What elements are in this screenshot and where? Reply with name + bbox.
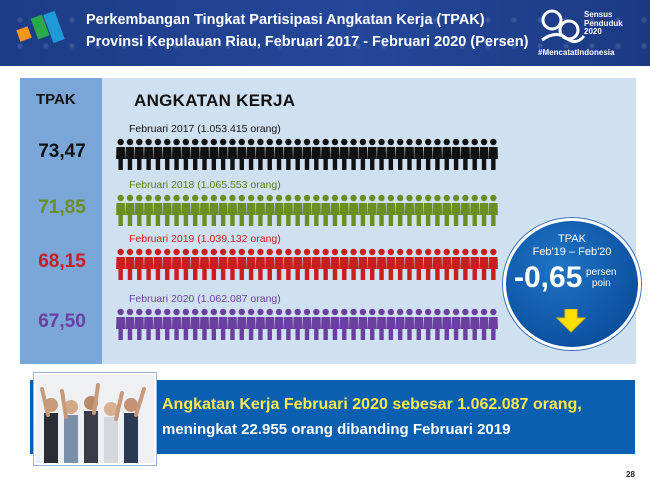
person-icon: [237, 309, 246, 340]
person-icon: [228, 195, 237, 226]
person-icon: [368, 195, 377, 226]
person-icon: [153, 309, 162, 340]
person-icon: [340, 249, 349, 280]
person-icon: [265, 195, 274, 226]
person-icon: [377, 249, 386, 280]
person-icon: [144, 309, 153, 340]
person-icon: [209, 139, 218, 170]
people-icons-row: [116, 193, 498, 227]
person-icon: [135, 249, 144, 280]
tpak-value: 67,50: [38, 311, 86, 332]
person-icon: [293, 195, 302, 226]
person-icon: [237, 139, 246, 170]
person-icon: [368, 309, 377, 340]
person-icon: [302, 249, 311, 280]
person-icon: [163, 249, 172, 280]
person-icon: [340, 139, 349, 170]
person-icon: [265, 249, 274, 280]
person-icon: [479, 249, 488, 280]
person-icon: [405, 249, 414, 280]
page-title-line1: Perkembangan Tingkat Partisipasi Angkatan Kerja (TPAK): [86, 12, 485, 28]
person-icon: [219, 195, 228, 226]
angkatan-kerja-header: ANGKATAN KERJA: [134, 91, 296, 110]
person-icon: [274, 195, 283, 226]
person-icon: [302, 139, 311, 170]
person-icon: [479, 139, 488, 170]
person-icon: [274, 309, 283, 340]
person-icon: [377, 309, 386, 340]
badge-title: TPAK Feb'19 – Feb'20: [532, 233, 612, 258]
person-icon: [330, 249, 339, 280]
sensus-penduduk-text: [584, 11, 623, 37]
person-icon: [358, 249, 367, 280]
person-icon: [479, 195, 488, 226]
person-icon: [172, 309, 181, 340]
person-icon: [209, 249, 218, 280]
person-icon: [321, 195, 330, 226]
person-icon: [312, 139, 321, 170]
person-icon: [433, 195, 442, 226]
page-number: 28: [626, 470, 635, 479]
person-icon: [451, 195, 460, 226]
person-icon: [451, 139, 460, 170]
person-icon: [181, 249, 190, 280]
person-icon: [424, 139, 433, 170]
person-icon: [209, 195, 218, 226]
person-icon: [284, 195, 293, 226]
person-icon: [489, 309, 498, 340]
person-icon: [396, 139, 405, 170]
person-icon: [414, 309, 423, 340]
person-icon: [451, 309, 460, 340]
person-icon: [246, 249, 255, 280]
person-icon: [302, 309, 311, 340]
person-icon: [246, 309, 255, 340]
person-icon: [414, 195, 423, 226]
person-icon: [256, 309, 265, 340]
person-icon: [470, 195, 479, 226]
person-icon: [424, 249, 433, 280]
person-icon: [489, 249, 498, 280]
person-icon: [265, 139, 274, 170]
person-icon: [172, 139, 181, 170]
person-icon: [200, 249, 209, 280]
people-icons-row: [116, 137, 498, 171]
row-label: Februari 2017 (1.053.415 orang): [129, 123, 281, 135]
person-icon: [256, 139, 265, 170]
person-icon: [396, 195, 405, 226]
person-icon: [433, 309, 442, 340]
person-icon: [274, 249, 283, 280]
summary-line2: meningkat 22.955 orang dibanding Februari 2019: [162, 421, 511, 438]
person-icon: [135, 195, 144, 226]
person-icon: [200, 139, 209, 170]
person-icon: [256, 249, 265, 280]
person-icon: [125, 139, 134, 170]
person-icon: [312, 195, 321, 226]
person-icon: [228, 249, 237, 280]
person-icon: [265, 309, 274, 340]
person-icon: [321, 309, 330, 340]
summary-line1: Angkatan Kerja Februari 2020 sebesar 1.062.087 orang,: [162, 396, 582, 413]
row-label: Februari 2019 (1.039.132 orang): [129, 233, 281, 245]
person-icon: [116, 139, 125, 170]
person-icon: [125, 309, 134, 340]
person-icon: [219, 139, 228, 170]
person-icon: [172, 249, 181, 280]
person-icon: [293, 309, 302, 340]
person-icon: [302, 195, 311, 226]
person-icon: [293, 249, 302, 280]
person-icon: [181, 309, 190, 340]
person-icon: [284, 139, 293, 170]
person-icon: [424, 195, 433, 226]
person-icon: [489, 195, 498, 226]
person-icon: [125, 195, 134, 226]
person-icon: [489, 139, 498, 170]
person-icon: [414, 139, 423, 170]
celebrating-people-photo: [34, 373, 156, 465]
person-icon: [144, 195, 153, 226]
person-icon: [442, 309, 451, 340]
person-icon: [246, 195, 255, 226]
person-icon: [396, 309, 405, 340]
person-icon: [181, 195, 190, 226]
person-icon: [219, 249, 228, 280]
tpak-change-badge: [503, 218, 641, 350]
person-icon: [237, 249, 246, 280]
person-icon: [116, 249, 125, 280]
hashtag-text: #MencatatIndonesia: [538, 48, 615, 57]
person-icon: [284, 309, 293, 340]
person-icon: [163, 309, 172, 340]
person-icon: [209, 309, 218, 340]
person-icon: [237, 195, 246, 226]
person-icon: [442, 195, 451, 226]
person-icon: [358, 309, 367, 340]
person-icon: [386, 195, 395, 226]
person-icon: [219, 309, 228, 340]
person-icon: [321, 249, 330, 280]
person-icon: [368, 249, 377, 280]
person-icon: [312, 309, 321, 340]
person-icon: [349, 139, 358, 170]
person-icon: [414, 249, 423, 280]
person-icon: [293, 139, 302, 170]
person-icon: [125, 249, 134, 280]
person-icon: [228, 139, 237, 170]
person-icon: [330, 309, 339, 340]
badge-value: -0,65: [514, 261, 583, 294]
person-icon: [470, 309, 479, 340]
person-icon: [405, 309, 414, 340]
person-icon: [358, 195, 367, 226]
person-icon: [191, 195, 200, 226]
person-icon: [442, 249, 451, 280]
person-icon: [153, 139, 162, 170]
tpak-header: TPAK: [36, 91, 76, 108]
person-icon: [144, 139, 153, 170]
person-icon: [396, 249, 405, 280]
person-icon: [349, 309, 358, 340]
people-icons-row: [116, 307, 498, 341]
person-icon: [116, 309, 125, 340]
person-icon: [312, 249, 321, 280]
person-icon: [172, 195, 181, 226]
person-icon: [461, 139, 470, 170]
person-icon: [377, 195, 386, 226]
page-title-line2: Provinsi Kepulauan Riau, Februari 2017 - Februari 2020 (Persen): [86, 34, 529, 50]
person-icon: [386, 139, 395, 170]
person-icon: [377, 139, 386, 170]
person-icon: [228, 309, 237, 340]
person-icon: [200, 309, 209, 340]
person-icon: [191, 139, 200, 170]
person-icon: [340, 309, 349, 340]
people-photo-icon: [36, 375, 154, 463]
person-icon: [144, 249, 153, 280]
person-icon: [461, 195, 470, 226]
person-icon: [163, 139, 172, 170]
person-icon: [284, 249, 293, 280]
person-icon: [386, 249, 395, 280]
tpak-value: 68,15: [38, 251, 86, 272]
bps-logo-icon: [14, 10, 68, 56]
person-icon: [442, 139, 451, 170]
person-icon: [116, 195, 125, 226]
person-icon: [451, 249, 460, 280]
person-icon: [246, 139, 255, 170]
person-icon: [470, 249, 479, 280]
person-icon: [153, 195, 162, 226]
person-icon: [191, 309, 200, 340]
person-icon: [433, 249, 442, 280]
person-icon: [135, 309, 144, 340]
tpak-value: 71,85: [38, 197, 86, 218]
person-icon: [461, 309, 470, 340]
row-label: Februari 2018 (1.065.553 orang): [129, 179, 281, 191]
person-icon: [153, 249, 162, 280]
person-icon: [405, 195, 414, 226]
person-icon: [470, 139, 479, 170]
people-icons-row: [116, 247, 498, 281]
person-icon: [424, 309, 433, 340]
person-icon: [405, 139, 414, 170]
row-label: Februari 2020 (1.062.087 orang): [129, 293, 281, 305]
person-icon: [340, 195, 349, 226]
person-icon: [256, 195, 265, 226]
person-icon: [330, 195, 339, 226]
person-icon: [330, 139, 339, 170]
person-icon: [368, 139, 377, 170]
person-icon: [191, 249, 200, 280]
person-icon: [349, 195, 358, 226]
tpak-value: 73,47: [38, 141, 86, 162]
person-icon: [358, 139, 367, 170]
person-icon: [274, 139, 283, 170]
person-icon: [135, 139, 144, 170]
badge-unit: persen poin: [586, 267, 617, 289]
person-icon: [181, 139, 190, 170]
person-icon: [479, 309, 488, 340]
sp-text: Sensus Penduduk 2020: [584, 10, 623, 36]
person-icon: [461, 249, 470, 280]
person-icon: [349, 249, 358, 280]
person-icon: [321, 139, 330, 170]
person-icon: [163, 195, 172, 226]
down-arrow-icon: [556, 309, 586, 333]
person-icon: [200, 195, 209, 226]
person-icon: [433, 139, 442, 170]
person-icon: [386, 309, 395, 340]
